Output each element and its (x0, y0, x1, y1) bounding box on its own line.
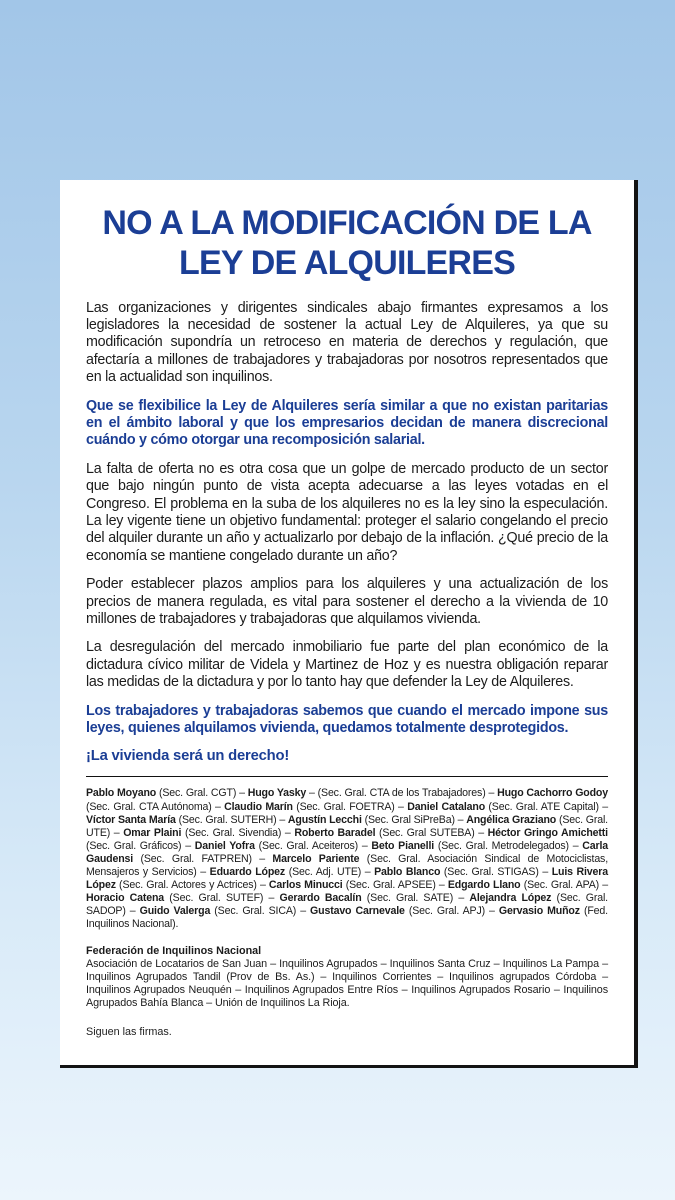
title-line-1: NO A LA MODIFICACIÓN DE LA (102, 204, 592, 242)
federation-heading: Federación de Inquilinos Nacional (86, 944, 262, 957)
document-card (60, 180, 638, 1068)
paragraph-highlight-1: Que se flexibilice la Ley de Alquileres sería similar a que no existan paritarias en el ámbito laboral y que los empresarios decidan de manera discrecional cuándo y cómo otorgar una recomposición salarial. (86, 397, 608, 449)
paragraph-market: La falta de oferta no es otra cosa que un golpe de mercado producto de un sector que bajo ningún punto de vista acepta adecuarse a las leyes votadas en el Congreso. El problema en la suba de los alquileres no es la ley sino la especulación. La ley vigente tiene un objetivo fundamental: proteger el salario congelando el precio del alquiler durante un año y actualizarlo por debajo de la inflación. ¿Qué precio de la economía se mantiene congelado durante un año? (86, 460, 608, 564)
slogan-text: ¡La vivienda será un derecho! (86, 748, 290, 765)
page-title (86, 204, 608, 284)
title-line-2: LEY DE ALQUILERES (179, 243, 515, 282)
divider-line (86, 776, 608, 777)
paragraph-intro: Las organizaciones y dirigentes sindicales abajo firmantes expresamos a los legisladores la necesidad de sostener la actual Ley de Alquileres, ya que su modificación supondría un retroceso en materia de derechos y regulación, que afectaría a millones de trabajadores y trabajadoras por nosotros representados que en la actualidad son inquilinos. (86, 299, 608, 386)
paragraph-highlight-2: Los trabajadores y trabajadoras sabemos que cuando el mercado impone sus leyes, quienes alquilamos vivienda, quedamos totalmente desprotegidos. (86, 702, 608, 737)
signatories-list: Pablo Moyano (Sec. Gral. CGT) – Hugo Yasky – (Sec. Gral. CTA de los Trabajadores) – Hugo Cachorro Godoy (Sec. Gral. CTA Autónoma) – Claudio Marín (Sec. Gral. FOETRA) – Daniel Catalano (Sec. Gral. ATE Capital) – Víctor Santa María (Sec. Gral. SUTERH) – Agustín Lecchi (Sec. Gral SiPreBa) – Angélica Graziano (Sec. Gral. UTE) – Omar Plaini (Sec. Gral. Sivendia) – Roberto Baradel (Sec. Gral SUTEBA) – Héctor Gringo Amichetti (Sec. Gral. Gráficos) – Daniel Yofra (Sec. Gral. Aceiteros) – Beto Pianelli (Sec. Gral. Metrodelegados) – Carla Gaudensi (Sec. Gral. FATPREN) – Marcelo Pariente (Sec. Gral. Asociación Sindical de Motociclistas, Mensajeros y Servicios) – Eduardo López (Sec. Adj. UTE) – Pablo Blanco (Sec. Gral. STIGAS) – Luis Rivera López (Sec. Gral. Actores y Actrices) – Carlos Minucci (Sec. Gral. APSEE) – Edgardo Llano (Sec. Gral. APA) – Horacio Catena (Sec. Gral. SUTEF) – Gerardo Bacalín (Sec. Gral. SATE) – Alejandra López (Sec. Gral. SADOP) – Guido Valerga (Sec. Gral. SICA) – Gustavo Carnevale (Sec. Gral. APJ) – Gervasio Muñoz (Fed. Inquilinos Nacional). (86, 787, 609, 931)
paragraph-right-to-housing: Poder establecer plazos amplios para los alquileres y una actualización de los precios de manera regulada, es vital para sostener el derecho a la vivienda de 10 millones de trabajadores y trabajadoras que alquilamos vivienda. (86, 576, 608, 628)
closing-note: Siguen las firmas. (86, 1025, 172, 1038)
paragraph-history: La desregulación del mercado inmobiliario fue parte del plan económico de la dictadura cívico militar de Videla y Martinez de Hoz y es nuestra obligación reparar las medidas de la dictadura y por lo tanto hay que defender la Ley de Alquileres. (86, 639, 608, 691)
federation-text: Asociación de Locatarios de San Juan – Inquilinos Agrupados – Inquilinos Santa Cruz – Inquilinos La Pampa – Inquilinos Agrupados Tandil (Prov de Bs. As.) – Inquilinos Corrientes – Inquilinos agrupados Córdoba – Inquilinos Agrupados Neuquén – Inquilinos Agrupados Entre Ríos – Inquilinos Agrupados Rosario – Inquilinos Agrupados Bahía Blanca – Unión de Inquilinos La Rioja. (86, 957, 608, 1009)
